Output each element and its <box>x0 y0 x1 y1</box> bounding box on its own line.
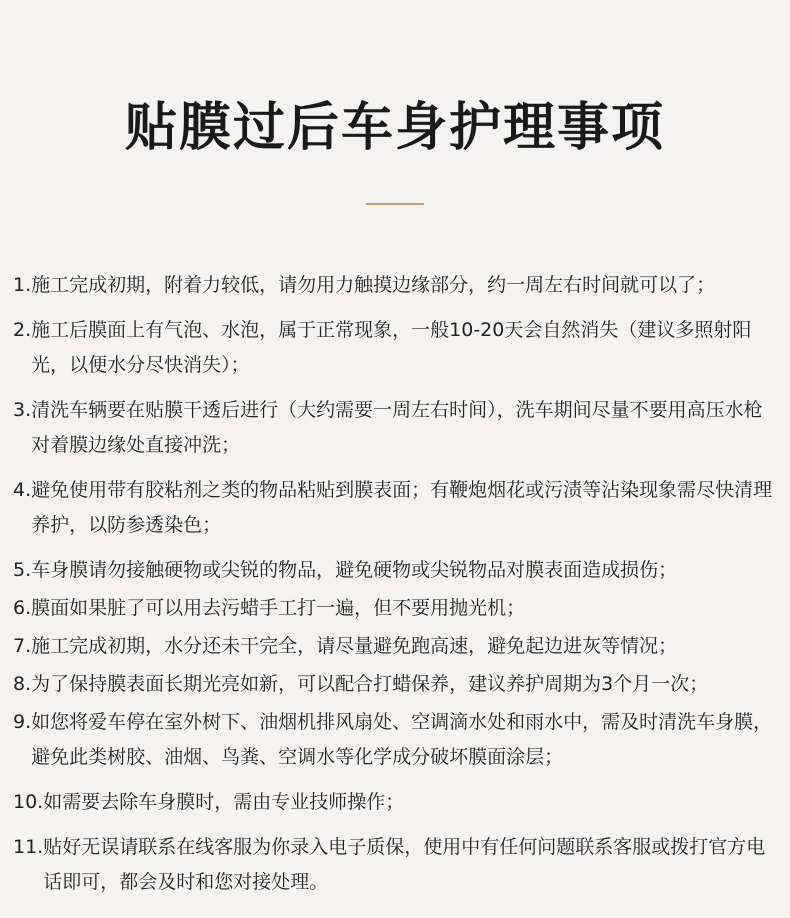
page-title: 贴膜过后车身护理事项 <box>124 98 665 158</box>
item-text: 膜面如果脏了可以用去污蜡手工打一遍，但不要用抛光机； <box>31 597 526 619</box>
item-number: 7. <box>13 635 32 657</box>
item-text: 为了保持膜表面长期光亮如新，可以配合打蜡保养，建议养护周期为3个月一次； <box>31 673 709 695</box>
item-text: 施工完成初期，附着力较低，请勿用力触摸边缘部分，约一周左右时间就可以了； <box>31 274 716 296</box>
item-number: 2. <box>13 319 32 341</box>
list-item <box>13 785 778 820</box>
title-divider <box>366 203 424 205</box>
item-text: 施工后膜面上有气泡、水泡，属于正常现象，一般10-20天会自然消失（建议多照射阳光，以便水分尽快消失）； <box>31 319 752 376</box>
item-number: 6. <box>13 597 32 619</box>
list-item <box>13 393 778 463</box>
item-text: 如需要去除车身膜时，需由专业技师操作； <box>43 791 405 813</box>
item-text: 车身膜请勿接触硬物或尖锐的物品，避免硬物或尖锐物品对膜表面造成损伤； <box>31 559 678 581</box>
item-number: 9. <box>13 711 32 733</box>
list-item <box>13 591 778 626</box>
list-item <box>13 629 778 664</box>
care-instructions-list <box>13 268 778 900</box>
item-number: 8. <box>13 673 32 695</box>
item-number: 5. <box>13 559 32 581</box>
list-item <box>13 830 778 900</box>
item-text: 贴好无误请联系在线客服为你录入电子质保，使用中有任何问题联系客服或拨打官方电话即可，都会及时和您对接处理。 <box>43 836 766 893</box>
list-item <box>13 268 778 303</box>
list-item <box>13 473 778 543</box>
list-item <box>13 705 778 775</box>
item-number: 4. <box>13 479 32 501</box>
item-text: 如您将爱车停在室外树下、油烟机排风扇处、空调滴水处和雨水中，需及时清洗车身膜，避免此类树胶、油烟、鸟粪、空调水等化学成分破坏膜面涂层； <box>31 711 773 768</box>
item-number: 3. <box>13 399 32 421</box>
list-item <box>13 553 778 588</box>
item-number: 11. <box>13 836 44 858</box>
item-text: 避免使用带有胶粘剂之类的物品粘贴到膜表面；有鞭炮烟花或污渍等沾染现象需尽快清理养护，以防参透染色； <box>31 479 773 536</box>
item-text: 施工完成初期，水分还未干完全，请尽量避免跑高速，避免起边进灰等情况； <box>31 635 678 657</box>
list-item <box>13 313 778 383</box>
item-number: 10. <box>13 791 44 813</box>
item-number: 1. <box>13 274 32 296</box>
item-text: 清洗车辆要在贴膜干透后进行（大约需要一周左右时间），洗车期间尽量不要用高压水枪对着膜边缘处直接冲洗； <box>31 399 763 456</box>
list-item <box>13 667 778 702</box>
